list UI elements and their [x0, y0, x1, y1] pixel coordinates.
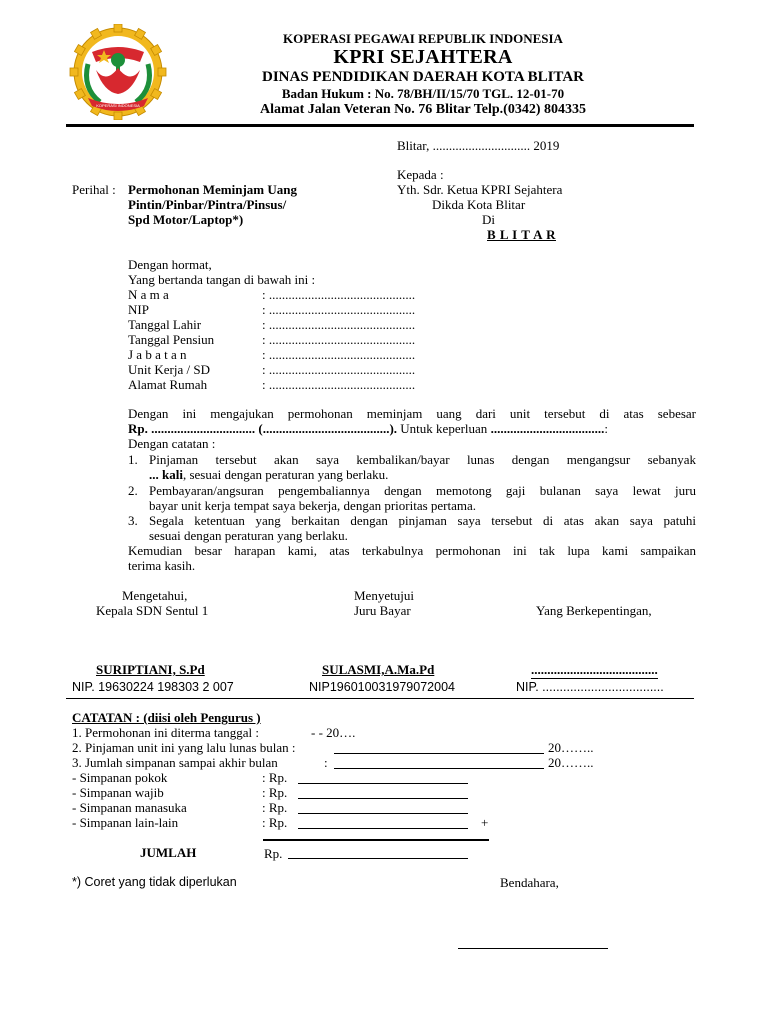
greeting: Dengan hormat, — [128, 257, 212, 272]
signer-1-name: SURIPTIANI, S.Pd — [96, 662, 205, 677]
catatan-row1-label: 1. Permohonan ini diterma tanggal : — [72, 725, 260, 740]
sum-plus-sign: + — [481, 815, 489, 830]
catatan-divider — [66, 698, 694, 699]
field-label-nama: N a m a — [128, 287, 169, 302]
simpanan-wajib-rp: : Rp. — [262, 785, 288, 800]
note-1-count: ... kali — [149, 467, 183, 482]
field-label-tanggal-lahir: Tanggal Lahir — [128, 317, 202, 332]
note-3-line2: sesuai dengan peraturan yang berlaku. — [149, 528, 348, 543]
field-value-unit-kerja: : ............................................. — [262, 362, 416, 377]
perihal-label: Perihal : — [72, 182, 116, 197]
catatan-label: Dengan catatan : — [128, 436, 216, 451]
field-value-tanggal-pensiun: : ............................................. — [262, 332, 416, 347]
field-value-alamat: : ............................................. — [262, 377, 416, 392]
simpanan-manasuka-label: - Simpanan manasuka — [72, 800, 187, 815]
field-value-nama: : ............................................. — [262, 287, 416, 302]
intro-text: Yang bertanda tangan di bawah ini : — [128, 272, 316, 287]
note-2-line2: bayar unit kerja tempat saya bekerja, dengan prioritas pertama. — [149, 498, 477, 513]
purpose-value: ................................... — [490, 421, 605, 436]
bendahara-signature-line — [458, 948, 608, 949]
catatan-pengurus-title: CATATAN : (diisi oleh Pengurus ) — [72, 710, 261, 725]
request-line2 — [128, 421, 608, 437]
catatan-row2-year: 20…….. — [548, 740, 594, 755]
note-2-num: 2. — [128, 483, 138, 498]
header-rule — [66, 124, 694, 127]
simpanan-pokok-blank — [298, 783, 468, 784]
simpanan-manasuka-rp: : Rp. — [262, 800, 288, 815]
recipient-di: Di — [482, 212, 495, 227]
simpanan-lain-rp: : Rp. — [262, 815, 288, 830]
catatan-row3-year: 20…….. — [548, 755, 594, 770]
kepala-sekolah-title: Kepala SDN Sentul 1 — [96, 603, 209, 618]
simpanan-manasuka-blank — [298, 813, 468, 814]
closing-line2: terima kasih. — [128, 558, 196, 573]
note-1-rest: , sesuai dengan peraturan yang berlaku. — [182, 467, 389, 482]
signer-2-name: SULASMI,A.Ma.Pd — [322, 662, 435, 677]
simpanan-pokok-label: - Simpanan pokok — [72, 770, 168, 785]
loan-amount-words: (.......................................). — [258, 421, 398, 436]
field-label-alamat: Alamat Rumah — [128, 377, 208, 392]
note-3-line1: Segala ketentuan yang berkaitan dengan pinjaman saya tersebut di atas akan saya patuhi — [149, 513, 696, 528]
legal-number: Badan Hukum : No. 78/BH/II/15/70 TGL. 12-01-70 — [281, 86, 565, 101]
jumlah-rp: Rp. — [264, 846, 283, 861]
menyetujui-label: Menyetujui — [354, 588, 414, 603]
catatan-row3-blank — [334, 768, 544, 769]
simpanan-lain-label: - Simpanan lain-lain — [72, 815, 179, 830]
sum-rule — [263, 839, 489, 841]
kepada-label: Kepada : — [397, 167, 444, 182]
cooperative-name: KPRI SEJAHTERA — [333, 46, 513, 68]
kpri-logo — [54, 24, 182, 120]
simpanan-wajib-label: - Simpanan wajib — [72, 785, 164, 800]
field-value-nip: : ............................................. — [262, 302, 416, 317]
catatan-row3-colon: : — [324, 755, 328, 770]
catatan-row2-label: 2. Pinjaman unit ini yang lalu lunas bulan : — [72, 740, 296, 755]
loan-amount: Rp. ................................ — [128, 421, 256, 436]
signer-3-nip: NIP. ................................... — [516, 680, 664, 694]
note-2-line1: Pembayaran/angsuran pengembaliannya dengan memotong gaji bulanan saya lewat juru — [149, 483, 696, 498]
signer-1-nip: NIP. 19630224 198303 2 007 — [72, 680, 234, 694]
org-name: KOPERASI PEGAWAI REPUBLIK INDONESIA — [283, 31, 563, 46]
signer-3-name: ....................................... — [531, 662, 658, 677]
perihal-line2: Pintin/Pinbar/Pintra/Pinsus/ — [128, 197, 287, 212]
simpanan-wajib-blank — [298, 798, 468, 799]
purpose-colon: : — [604, 421, 608, 436]
note-1-line2 — [149, 467, 388, 483]
field-value-tanggal-lahir: : ............................................. — [262, 317, 416, 332]
field-label-tanggal-pensiun: Tanggal Pensiun — [128, 332, 215, 347]
field-label-unit-kerja: Unit Kerja / SD — [128, 362, 210, 377]
perihal-line3: Spd Motor/Laptop*) — [128, 212, 244, 227]
jumlah-blank — [288, 858, 468, 859]
logo-text: KOPERASI INDONESIA — [96, 103, 140, 108]
recipient-title: Yth. Sdr. Ketua KPRI Sejahtera — [397, 182, 563, 197]
catatan-row1-value: - - 20…. — [311, 725, 356, 740]
note-3-num: 3. — [128, 513, 138, 528]
purpose-label: Untuk keperluan — [400, 421, 488, 436]
request-line1: Dengan ini mengajukan permohonan meminjam uang dari unit tersebut di atas sebesar — [128, 406, 696, 421]
footnote: *) Coret yang tidak diperlukan — [72, 875, 237, 889]
department-name: DINAS PENDIDIKAN DAERAH KOTA BLITAR — [262, 69, 584, 85]
recipient-dept: Dikda Kota Blitar — [432, 197, 526, 212]
jumlah-label: JUMLAH — [140, 845, 197, 860]
recipient-city: B L I T A R — [487, 227, 556, 242]
simpanan-lain-blank — [298, 828, 468, 829]
perihal-line1: Permohonan Meminjam Uang — [128, 182, 297, 197]
address: Alamat Jalan Veteran No. 76 Blitar Telp.(0342) 804335 — [259, 102, 587, 117]
catatan-row3-label: 3. Jumlah simpanan sampai akhir bulan — [72, 755, 278, 770]
catatan-row2-blank — [334, 753, 544, 754]
date-line: Blitar, .............................. 2019 — [397, 138, 560, 153]
simpanan-pokok-rp: : Rp. — [262, 770, 288, 785]
closing-line1: Kemudian besar harapan kami, atas terkabulnya permohonan ini tak lupa kami sampaikan — [128, 543, 696, 558]
bendahara-title: Bendahara, — [500, 875, 559, 890]
field-label-jabatan: J a b a t a n — [128, 347, 187, 362]
berkepentingan-title: Yang Berkepentingan, — [536, 603, 652, 618]
note-1-num: 1. — [128, 452, 138, 467]
mengetahui-label: Mengetahui, — [122, 588, 188, 603]
field-label-nip: NIP — [128, 302, 149, 317]
field-value-jabatan: : ............................................. — [262, 347, 416, 362]
juru-bayar-title: Juru Bayar — [354, 603, 411, 618]
note-1-line1: Pinjaman tersebut akan saya kembalikan/bayar lunas dengan mengangsur sebanyak — [149, 452, 696, 467]
signer-2-nip: NIP196010031979072004 — [309, 680, 455, 694]
